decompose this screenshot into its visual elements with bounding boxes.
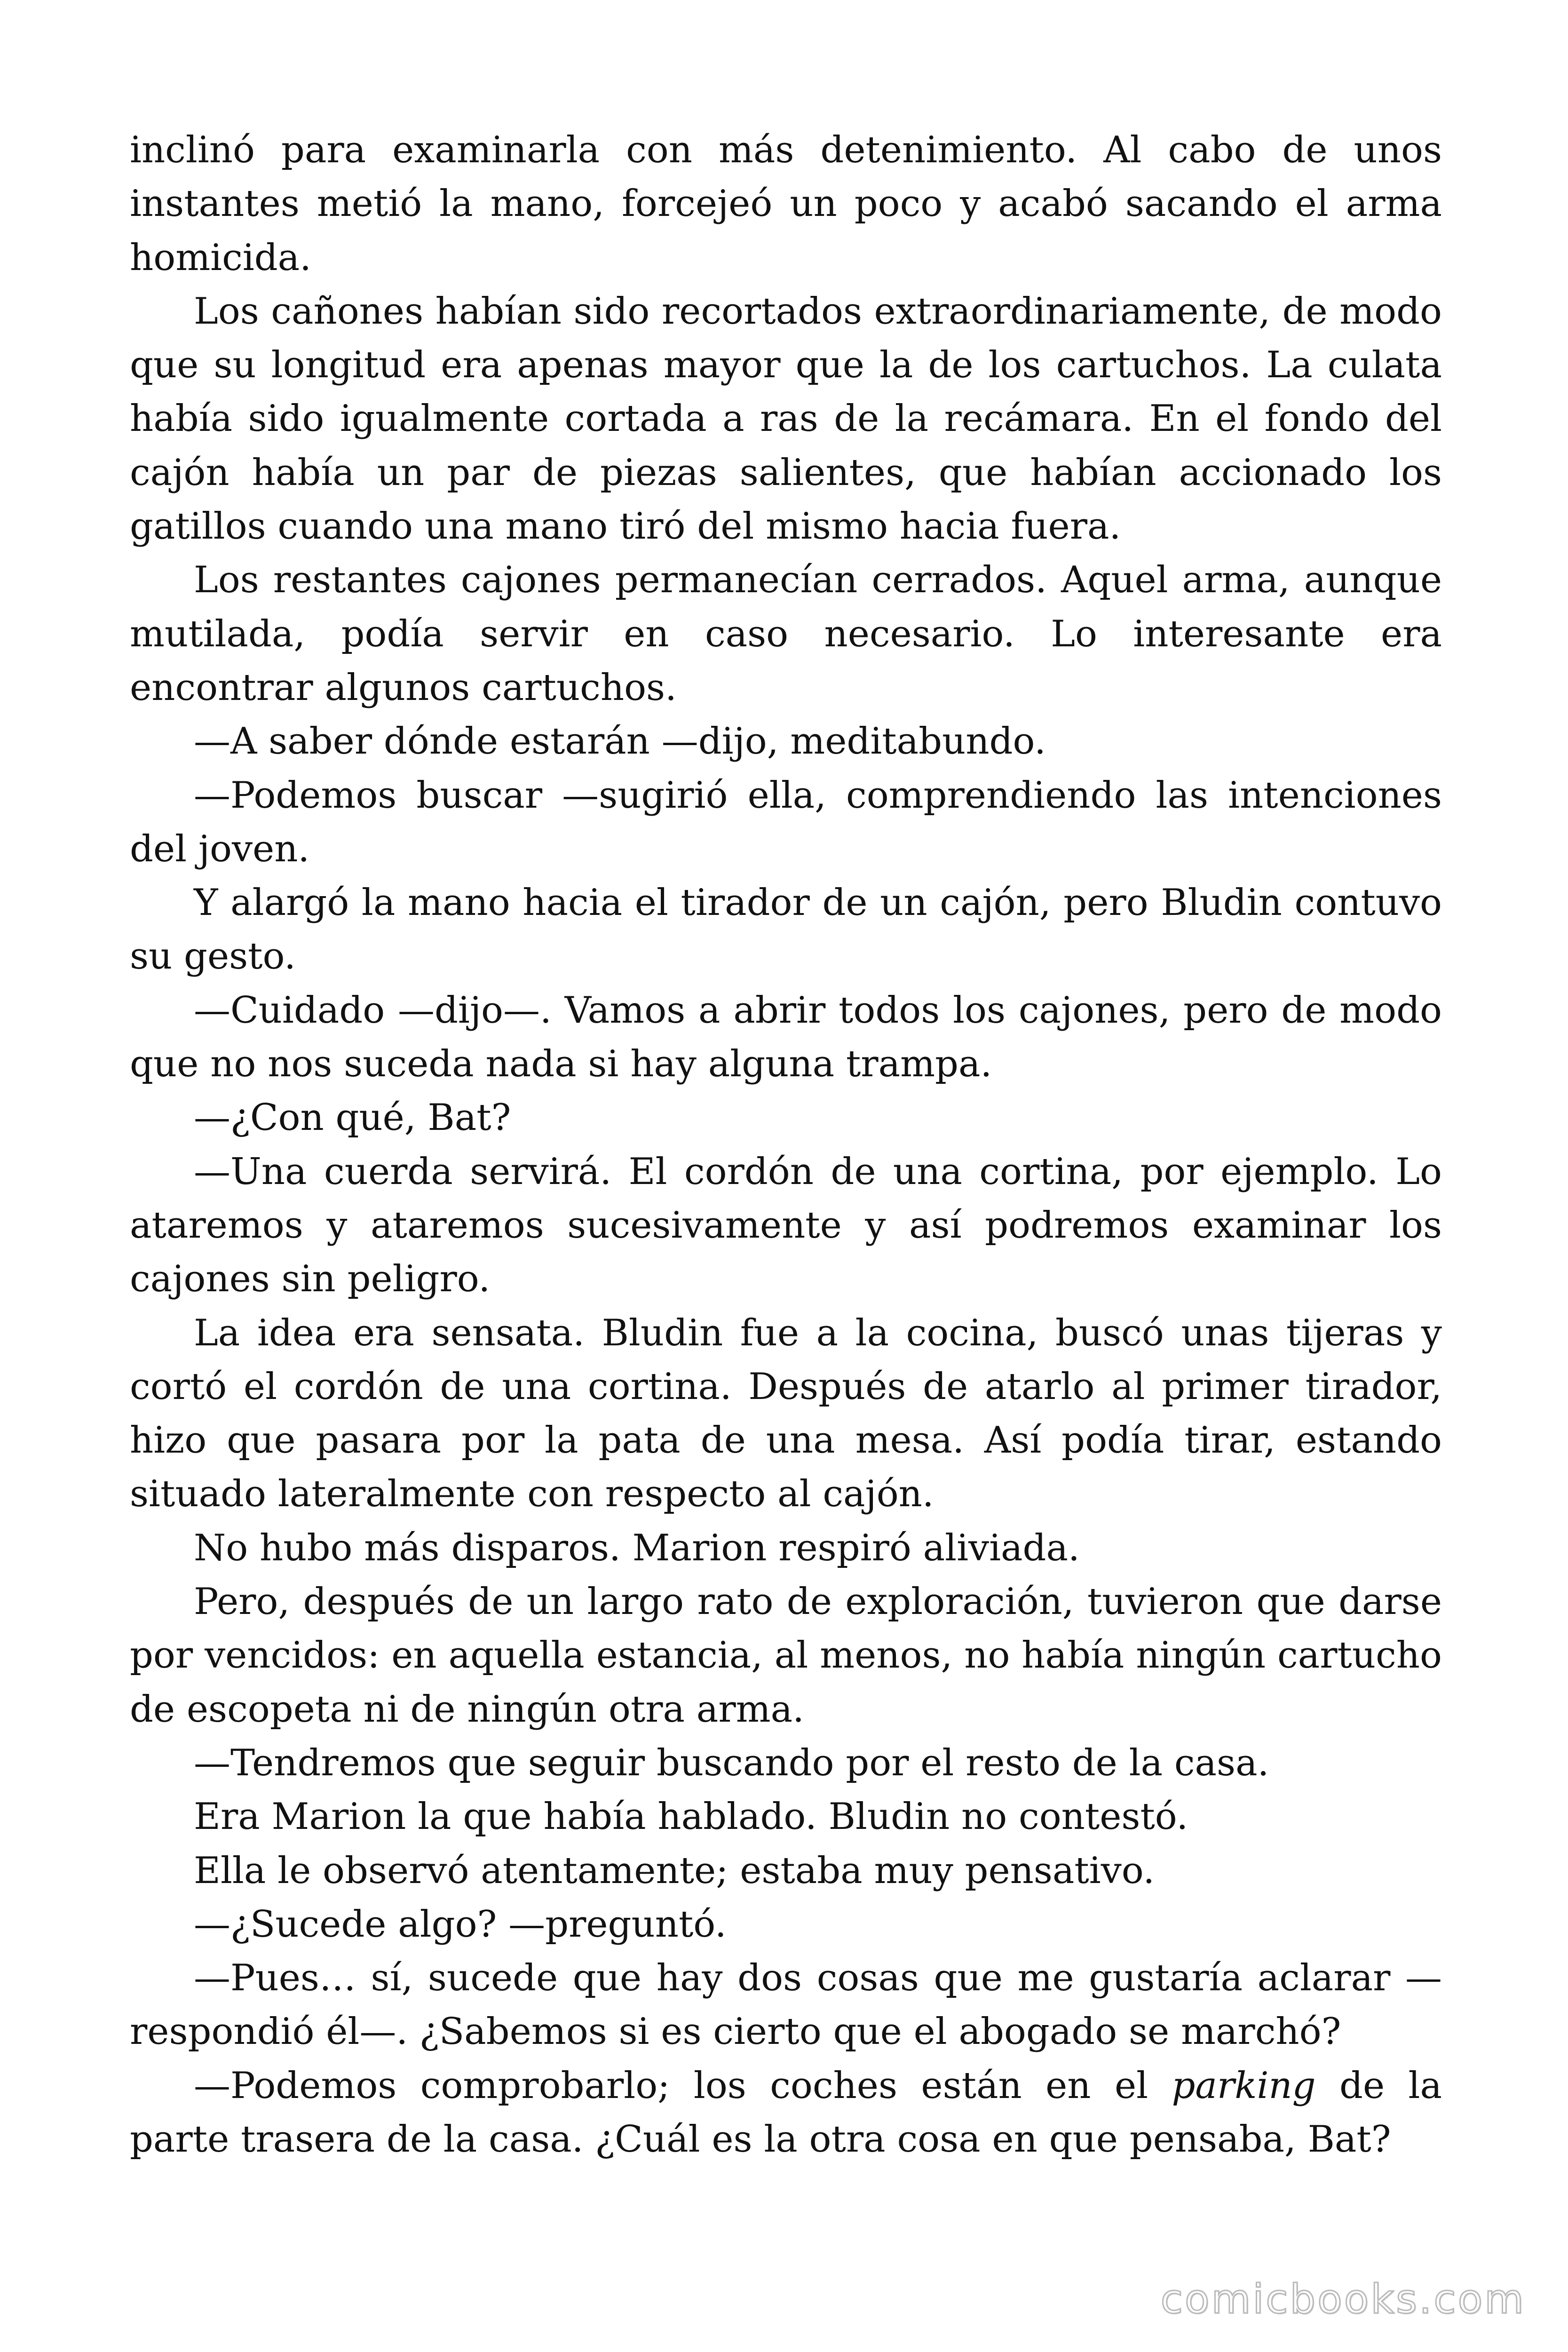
paragraph-7: —Cuidado —dijo—. Vamos a abrir todos los cajones, pero de modo que no nos suceda nada si hay alguna trampa. <box>130 989 1442 1086</box>
paragraph-18-start: —Podemos comprobarlo; los coches están en el <box>194 2064 1172 2107</box>
book-page-text <box>130 123 1442 2166</box>
paragraph-12: Pero, después de un largo rato de exploración, tuvieron que darse por vencidos: en aquella estancia, al menos, no había ningún cartucho de escopeta ni de ningún otra arma. <box>130 1581 1442 1731</box>
paragraph-17: —Pues… sí, sucede que hay dos cosas que me gustaría aclarar —respondió él—. ¿Sabemos si es cierto que el abogado se marchó? <box>130 1957 1442 2053</box>
paragraph-15: Ella le observó atentamente; estaba muy pensativo. <box>194 1849 1155 1892</box>
paragraph-4: —A saber dónde estarán —dijo, meditabundo. <box>194 720 1046 763</box>
paragraph-10: La idea era sensata. Bludin fue a la cocina, buscó unas tijeras y cortó el cordón de una cortina. Después de atarlo al primer tirador, hizo que pasara por la pata de una mesa. Así podía tirar, estando situado lateralmente con respecto al cajón. <box>130 1311 1442 1516</box>
paragraph-3: Los restantes cajones permanecían cerrados. Aquel arma, aunque mutilada, podía servir en caso necesario. Lo interesante era encontrar algunos cartuchos. <box>130 559 1442 709</box>
paragraph-13: —Tendremos que seguir buscando por el resto de la casa. <box>194 1741 1269 1784</box>
paragraph-18 <box>130 2059 1442 2167</box>
paragraph-5: —Podemos buscar —sugirió ella, comprendiendo las intenciones del joven. <box>130 774 1442 870</box>
paragraph-1: inclinó para examinarla con más detenimiento. Al cabo de unos instantes metió la mano, forcejeó un poco y acabó sacando el arma homicida. <box>130 129 1442 279</box>
italic-word: parking <box>1172 2064 1316 2107</box>
paragraph-8: —¿Con qué, Bat? <box>194 1097 511 1139</box>
paragraph-14: Era Marion la que había hablado. Bludin no contestó. <box>194 1796 1188 1838</box>
watermark-logo: comicbooks.com <box>1160 2276 1526 2323</box>
paragraph-9: —Una cuerda servirá. El cordón de una cortina, por ejemplo. Lo ataremos y ataremos sucesivamente y así podremos examinar los cajones sin peligro. <box>130 1150 1442 1301</box>
paragraph-11: No hubo más disparos. Marion respiró aliviada. <box>194 1526 1080 1569</box>
paragraph-18-end: de la parte trasera de la casa. ¿Cuál es la otra cosa en que pensaba, Bat? <box>130 2064 1442 2161</box>
paragraph-2: Los cañones habían sido recortados extraordinariamente, de modo que su longitud era apenas mayor que la de los cartuchos. La culata había sido igualmente cortada a ras de la recámara. En el fondo del cajón había un par de piezas salientes, que habían accionado los gatillos cuando una mano tiró del mismo hacia fuera. <box>130 290 1442 548</box>
paragraph-16: —¿Sucede algo? —preguntó. <box>194 1903 727 1946</box>
paragraph-6: Y alargó la mano hacia el tirador de un cajón, pero Bludin contuvo su gesto. <box>130 882 1442 978</box>
